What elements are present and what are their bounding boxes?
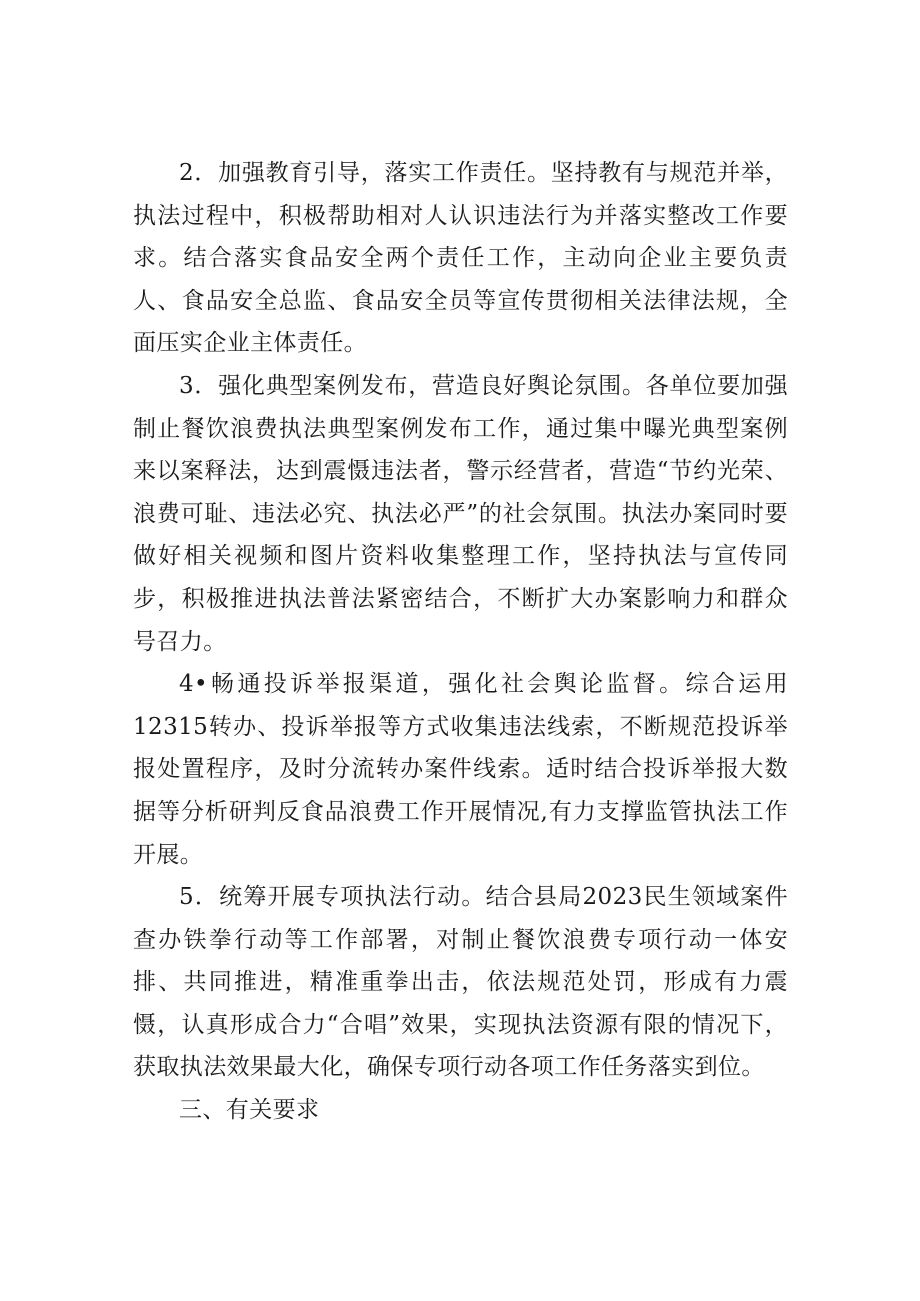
paragraph-typical-cases: 3．强化典型案例发布，营造良好舆论氛围。各单位要加强制止餐饮浪费执法典型案例发布工作，通过集中曝光典型案例来以案释法，达到震慑违法者，警示经营者，营造“节约光荣、浪费可耻、违法必究、执法必严”的社会氛围。执法办案同时要做好相关视频和图片资料收集整理工作，坚持执法与宣传同步，积极推进执法普法紧密结合，不断扩大办案影响力和群众号召力。	[133, 372, 788, 655]
paragraph-education-guidance: 2．加强教育引导，落实工作责任。坚持教有与规范并举，执法过程中，积极帮助相对人认识违法行为并落实整改工作要求。结合落实食品安全两个责任工作，主动向企业主要负责人、食品安全总监、食品安全员等宣传贯彻相关法律法规，全面压实企业主体责任。	[133, 160, 788, 357]
paragraph-special-enforcement: 5．统筹开展专项执法行动。结合县局2023民生领域案件查办铁拳行动等工作部署，对制止餐饮浪费专项行动一体安排、共同推进，精准重拳出击，依法规范处罚，形成有力震慑，认真形成合力“合唱”效果，实现执法资源有限的情况下，获取执法效果最大化，确保专项行动各项工作任务落实到位。	[133, 884, 788, 1081]
section-heading-requirements: 三、有关要求	[179, 1097, 320, 1124]
document-body	[133, 152, 788, 1132]
paragraph-complaint-channels: 4•畅通投诉举报渠道，强化社会舆论监督。综合运用12315转办、投诉举报等方式收集违法线索，不断规范投诉举报处置程序，及时分流转办案件线索。适时结合投诉举报大数据等分析研判反食品浪费工作开展情况,有力支撑监管执法工作开展。	[133, 671, 788, 868]
